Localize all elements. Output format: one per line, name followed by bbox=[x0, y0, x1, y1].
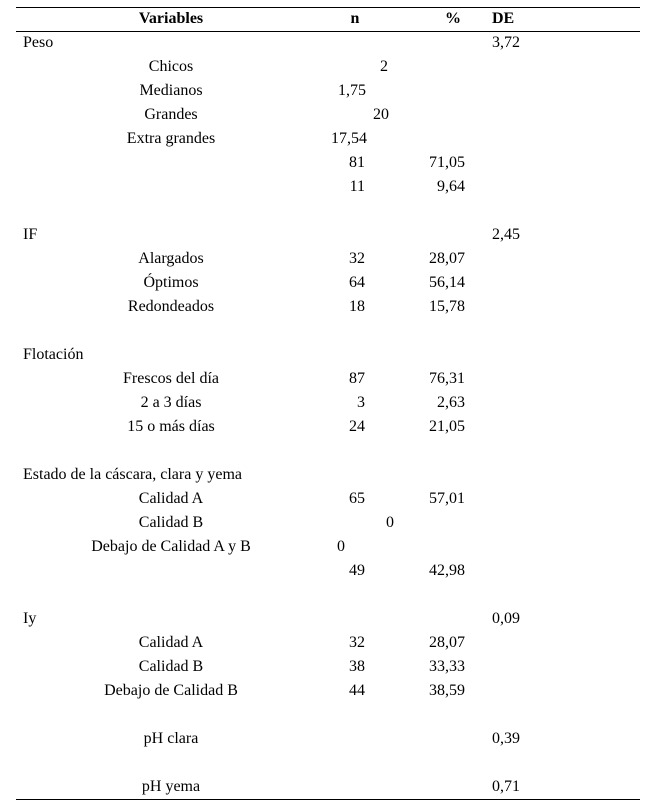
ph-yema-label: pH yema bbox=[141, 778, 201, 795]
if-alargados-n: 32 bbox=[349, 250, 365, 267]
ph-clara-de: 0,39 bbox=[492, 730, 520, 747]
ph-yema-de: 0,71 bbox=[492, 778, 520, 795]
if-label: IF bbox=[23, 226, 38, 243]
iy-calidad-b-pct: 33,33 bbox=[429, 658, 465, 675]
iy-calidad-a-n: 32 bbox=[349, 634, 365, 651]
peso-label: Peso bbox=[23, 34, 54, 51]
flotacion-2a3-pct: 2,63 bbox=[437, 394, 465, 411]
peso-medianos-n: 1,75 bbox=[338, 82, 366, 99]
header-de: DE bbox=[492, 10, 515, 27]
peso-row5-n: 81 bbox=[349, 154, 365, 171]
peso-chicos-n: 2 bbox=[380, 58, 388, 75]
peso-row6-n: 11 bbox=[349, 178, 365, 195]
flotacion-frescos: Frescos del día bbox=[123, 370, 219, 387]
iy-calidad-b: Calidad B bbox=[138, 658, 204, 675]
if-alargados: Alargados bbox=[138, 250, 204, 267]
peso-grandes-n: 20 bbox=[373, 106, 389, 123]
if-optimos-n: 64 bbox=[349, 274, 365, 291]
iy-debajo-pct: 38,59 bbox=[429, 682, 465, 699]
flotacion-15mas: 15 o más días bbox=[127, 418, 215, 435]
estado-label: Estado de la cáscara, clara y yema bbox=[23, 466, 242, 483]
if-alargados-pct: 28,07 bbox=[429, 250, 465, 267]
peso-grandes: Grandes bbox=[144, 106, 198, 123]
peso-extra: Extra grandes bbox=[126, 130, 216, 147]
flotacion-2a3-n: 3 bbox=[357, 394, 365, 411]
if-redondeados-n: 18 bbox=[349, 298, 365, 315]
if-optimos: Óptimos bbox=[143, 274, 199, 291]
if-redondeados: Redondeados bbox=[127, 298, 215, 315]
peso-extra-n: 17,54 bbox=[331, 130, 367, 147]
flotacion-2a3: 2 a 3 días bbox=[140, 394, 202, 411]
iy-debajo-n: 44 bbox=[349, 682, 365, 699]
if-redondeados-pct: 15,78 bbox=[429, 298, 465, 315]
header-percent: % bbox=[445, 10, 461, 27]
iy-debajo: Debajo de Calidad B bbox=[104, 682, 238, 699]
estado-debajo-n: 0 bbox=[337, 538, 345, 555]
iy-de: 0,09 bbox=[492, 610, 520, 627]
top-rule bbox=[16, 7, 640, 8]
peso-row5-pct: 71,05 bbox=[429, 154, 465, 171]
iy-calidad-b-n: 38 bbox=[349, 658, 365, 675]
peso-medianos: Medianos bbox=[139, 82, 203, 99]
estado-calidad-a-pct: 57,01 bbox=[429, 490, 465, 507]
peso-row6-pct: 9,64 bbox=[437, 178, 465, 195]
header-rule bbox=[16, 31, 640, 32]
estado-calidad-b-n: 0 bbox=[386, 514, 394, 531]
bottom-rule bbox=[16, 799, 640, 800]
estado-debajo: Debajo de Calidad A y B bbox=[91, 538, 251, 555]
estado-row5-pct: 42,98 bbox=[429, 562, 465, 579]
estado-calidad-b: Calidad B bbox=[138, 514, 204, 531]
if-de: 2,45 bbox=[492, 226, 520, 243]
flotacion-frescos-pct: 76,31 bbox=[429, 370, 465, 387]
header-variables: Variables bbox=[138, 10, 204, 27]
estado-calidad-a-n: 65 bbox=[349, 490, 365, 507]
estado-row5-n: 49 bbox=[349, 562, 365, 579]
iy-label: Iy bbox=[23, 610, 37, 627]
iy-calidad-a-pct: 28,07 bbox=[429, 634, 465, 651]
if-optimos-pct: 56,14 bbox=[429, 274, 465, 291]
iy-calidad-a: Calidad A bbox=[138, 634, 204, 651]
ph-clara-label: pH clara bbox=[143, 730, 199, 747]
flotacion-label: Flotación bbox=[23, 346, 84, 363]
flotacion-frescos-n: 87 bbox=[349, 370, 365, 387]
peso-chicos: Chicos bbox=[148, 58, 194, 75]
estado-calidad-a: Calidad A bbox=[138, 490, 204, 507]
flotacion-15mas-pct: 21,05 bbox=[429, 418, 465, 435]
flotacion-15mas-n: 24 bbox=[349, 418, 365, 435]
header-n: n bbox=[350, 10, 360, 27]
peso-de: 3,72 bbox=[492, 34, 520, 51]
